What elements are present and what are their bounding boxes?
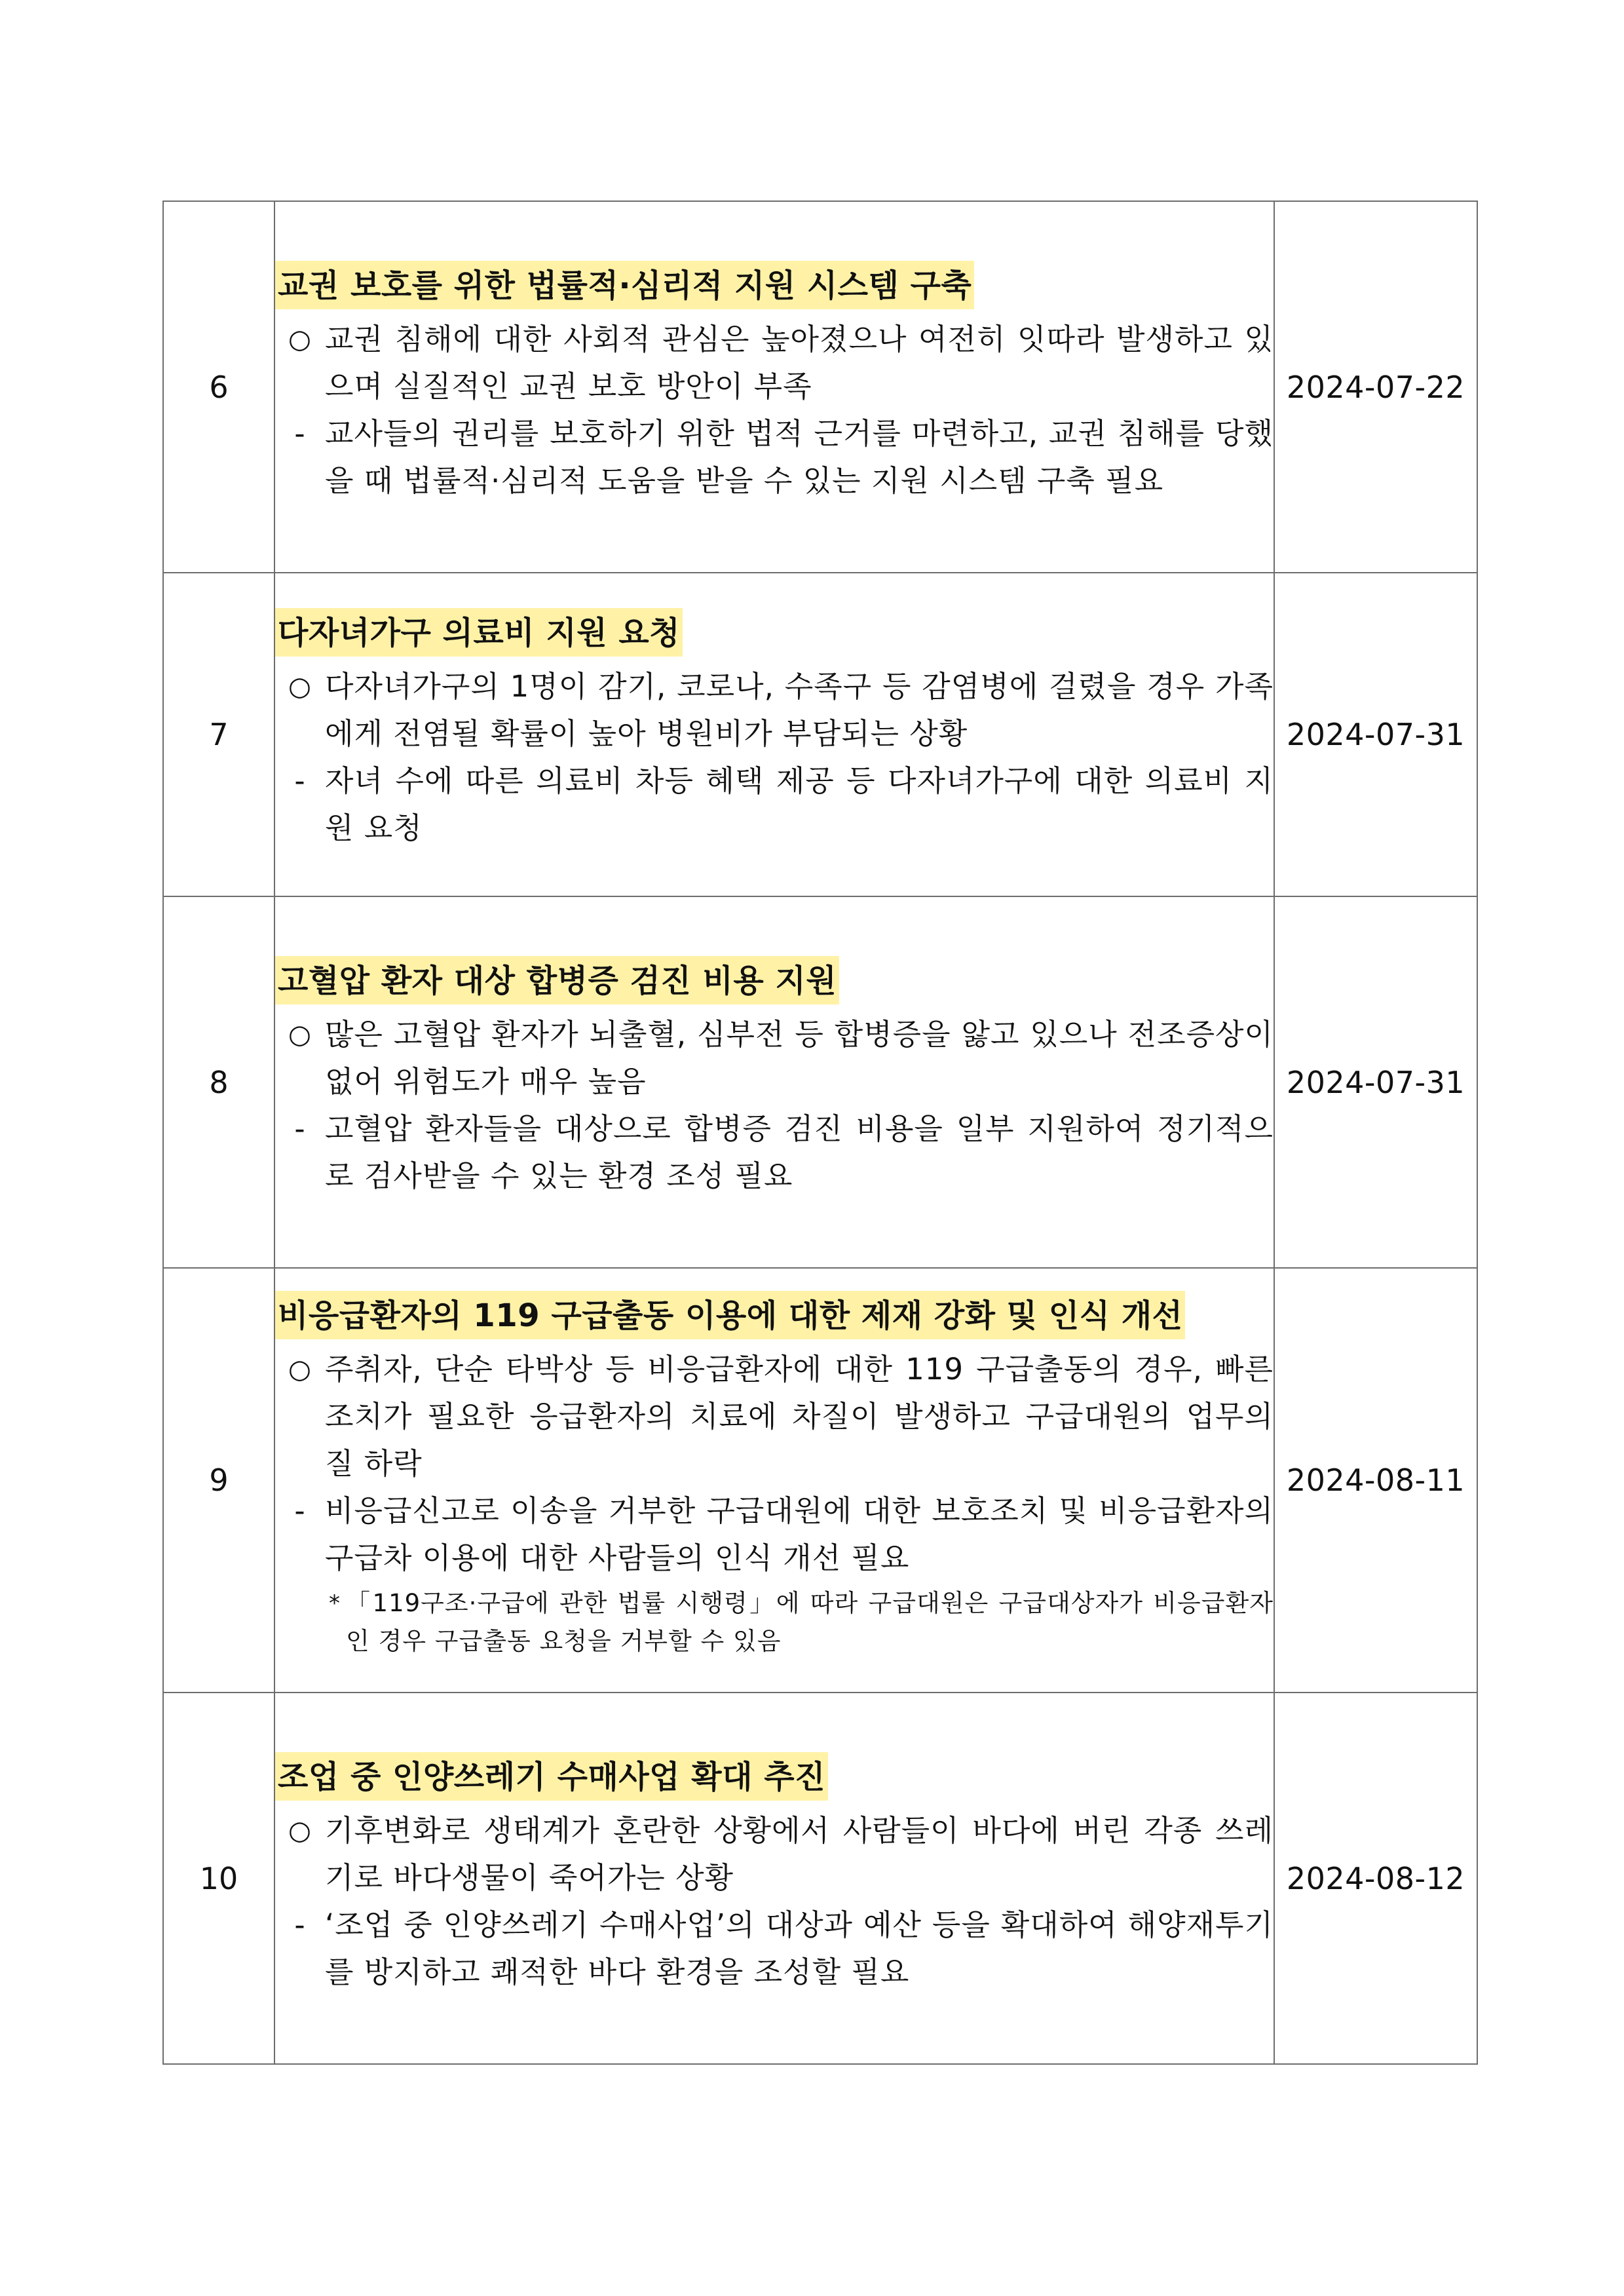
row-number: 6 xyxy=(163,201,274,573)
footnote xyxy=(275,1584,1274,1660)
dash-bullet-icon: - xyxy=(294,1111,306,1146)
dash-text: 고혈압 환자들을 대상으로 합병증 검진 비용을 일부 지원하여 정기적으로 검사받을 수 있는 환경 조성 필요 xyxy=(325,1111,1274,1193)
row-content xyxy=(274,1268,1274,1693)
circle-bullet-icon: ○ xyxy=(288,1815,312,1846)
dash-bullet-icon: - xyxy=(294,1493,306,1528)
bullet-text: 교권 침해에 대한 사회적 관심은 높아졌으나 여전히 잇따라 발생하고 있으며 실질적인 교권 보호 방안이 부족 xyxy=(325,321,1274,404)
dash-item xyxy=(275,1487,1274,1582)
circle-bullet-icon: ○ xyxy=(288,672,312,702)
bullet-text: 많은 고혈압 환자가 뇌출혈, 심부전 등 합병증을 앓고 있으나 전조증상이 없어 위험도가 매우 높음 xyxy=(325,1016,1274,1099)
bullet-item xyxy=(275,1346,1274,1487)
dash-text: 자녀 수에 따른 의료비 차등 혜택 제공 등 다자녀가구에 대한 의료비 지원 요청 xyxy=(325,763,1274,845)
dash-item xyxy=(275,1902,1274,1996)
bullet-text: 주취자, 단순 타박상 등 비응급환자에 대한 119 구급출동의 경우, 빠른 조치가 필요한 응급환자의 치료에 차질이 발생하고 구급대원의 업무의 질 하락 xyxy=(325,1352,1274,1481)
footnote-text: 「119구조·구급에 관한 법률 시행령」에 따라 구급대원은 구급대상자가 비응급환자인 경우 구급출동 요청을 거부할 수 있음 xyxy=(346,1589,1274,1655)
dash-bullet-icon: - xyxy=(294,415,306,451)
dash-bullet-icon: - xyxy=(294,763,306,798)
bullet-text: 다자녀가구의 1명이 감기, 코로나, 수족구 등 감염병에 걸렸을 경우 가족에게 전염될 확률이 높아 병원비가 부담되는 상황 xyxy=(325,669,1274,751)
row-date: 2024-07-22 xyxy=(1274,201,1477,573)
bullet-item xyxy=(275,1011,1274,1105)
row-content xyxy=(274,1693,1274,2064)
row-content xyxy=(274,573,1274,896)
dash-text: ‘조업 중 인양쓰레기 수매사업’의 대상과 예산 등을 확대하여 해양재투기를 방지하고 쾌적한 바다 환경을 조성할 필요 xyxy=(325,1907,1274,1989)
bullet-text: 기후변화로 생태계가 혼란한 상황에서 사람들이 바다에 버린 각종 쓰레기로 바다생물이 죽어가는 상황 xyxy=(325,1812,1274,1895)
dash-item xyxy=(275,410,1274,505)
table-row xyxy=(163,201,1477,573)
row-date: 2024-08-12 xyxy=(1274,1693,1477,2064)
row-date: 2024-07-31 xyxy=(1274,896,1477,1268)
row-title: 고혈압 환자 대상 합병증 검진 비용 지원 xyxy=(275,956,839,1004)
bullet-item xyxy=(275,316,1274,410)
table-row xyxy=(163,1693,1477,2064)
circle-bullet-icon: ○ xyxy=(288,324,312,354)
row-title: 교권 보호를 위한 법률적·심리적 지원 시스템 구축 xyxy=(275,261,974,309)
bullet-item xyxy=(275,1807,1274,1902)
row-title: 조업 중 인양쓰레기 수매사업 확대 추진 xyxy=(275,1752,828,1801)
row-date: 2024-07-31 xyxy=(1274,573,1477,896)
table-row xyxy=(163,896,1477,1268)
row-number: 10 xyxy=(163,1693,274,2064)
table-row xyxy=(163,1268,1477,1693)
dash-item xyxy=(275,1105,1274,1200)
row-title: 다자녀가구 의료비 지원 요청 xyxy=(275,608,683,657)
row-number: 9 xyxy=(163,1268,274,1693)
asterisk-icon: * xyxy=(329,1590,341,1617)
table-row xyxy=(163,573,1477,896)
circle-bullet-icon: ○ xyxy=(288,1354,312,1385)
row-number: 8 xyxy=(163,896,274,1268)
proposal-table xyxy=(162,201,1478,2065)
row-date: 2024-08-11 xyxy=(1274,1268,1477,1693)
dash-text: 비응급신고로 이송을 거부한 구급대원에 대한 보호조치 및 비응급환자의 구급차 이용에 대한 사람들의 인식 개선 필요 xyxy=(325,1493,1274,1575)
bullet-item xyxy=(275,663,1274,757)
row-title: 비응급환자의 119 구급출동 이용에 대한 제재 강화 및 인식 개선 xyxy=(275,1291,1185,1339)
dash-bullet-icon: - xyxy=(294,1907,306,1942)
row-number: 7 xyxy=(163,573,274,896)
circle-bullet-icon: ○ xyxy=(288,1019,312,1050)
dash-text: 교사들의 권리를 보호하기 위한 법적 근거를 마련하고, 교권 침해를 당했을 때 법률적·심리적 도움을 받을 수 있는 지원 시스템 구축 필요 xyxy=(325,415,1274,498)
row-content xyxy=(274,896,1274,1268)
row-content xyxy=(274,201,1274,573)
dash-item xyxy=(275,757,1274,852)
